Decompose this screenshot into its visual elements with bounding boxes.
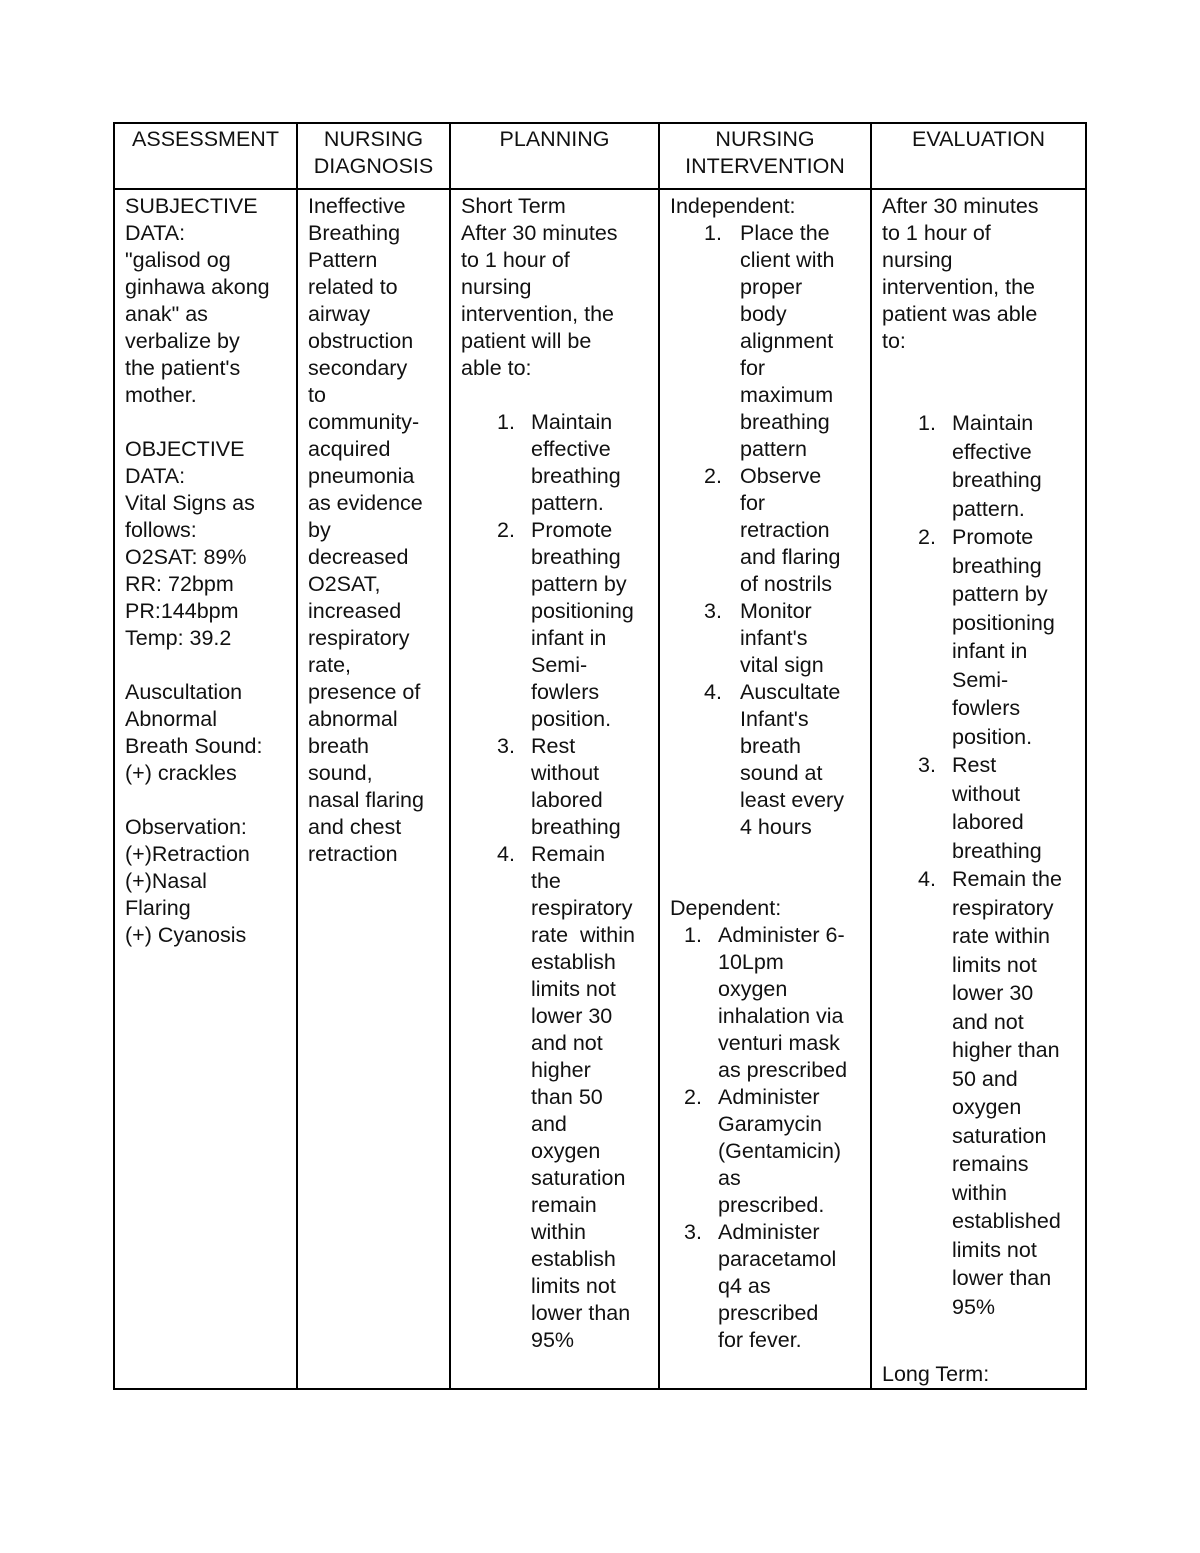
- planning-heading: Short Term: [461, 194, 566, 218]
- diagnosis-text: Ineffective Breathing Pattern related to airway obstruction secondary to community- acquired pneumonia as evidence by decreased O2SAT, increased respiratory rate, presence of abnormal breath sound, nasal flaring and chest retraction: [308, 194, 424, 866]
- list-item: 2. Promote breathing pattern by positioning infant in Semi- fowlers position.: [918, 525, 1055, 749]
- list-item: 1. Maintain effective breathing pattern.: [497, 410, 621, 515]
- subjective-label: SUBJECTIVE DATA:: [125, 194, 258, 245]
- vital-temp: Temp: 39.2: [125, 626, 232, 650]
- list-item: 3. Monitor infant's vital sign: [704, 599, 824, 677]
- subjective-text: "galisod og ginhawa akong anak" as verbalize by the patient's mother.: [125, 248, 270, 407]
- dependent-list: [670, 922, 862, 1354]
- list-item: 1. Administer 6- 10Lpm oxygen inhalation via venturi mask as prescribed: [684, 923, 848, 1082]
- evaluation-cell: [871, 189, 1086, 1389]
- vital-rr: RR: 72bpm: [125, 572, 234, 596]
- header-evaluation: EVALUATION: [871, 123, 1086, 189]
- list-item: 4. Remain the respiratory rate within limits not lower 30 and not higher than 50 and oxygen saturation remains within established limits not lower than 95%: [918, 867, 1062, 1319]
- list-item: 4. Remain the respiratory rate within establish limits not lower 30 and not higher than 50 and oxygen saturation remain within establish limits not lower than 95%: [497, 842, 635, 1352]
- independent-label: Independent:: [670, 194, 796, 218]
- vital-o2sat: O2SAT: 89%: [125, 545, 247, 569]
- nursing-care-plan-table: [113, 122, 1087, 1390]
- body-row: [114, 189, 1086, 1389]
- list-item: 1. Place the client with proper body alignment for maximum breathing pattern: [704, 221, 835, 461]
- list-item: 2. Promote breathing pattern by positioning infant in Semi- fowlers position.: [497, 518, 634, 731]
- intervention-cell: [659, 189, 871, 1389]
- planning-intro: After 30 minutes to 1 hour of nursing intervention, the patient will be able to:: [461, 221, 618, 380]
- list-item: 3. Administer paracetamol q4 as prescribed for fever.: [684, 1220, 837, 1352]
- list-item: 2. Administer Garamycin (Gentamicin) as prescribed.: [684, 1085, 842, 1217]
- auscultation-text: Auscultation Abnormal Breath Sound: (+) crackles: [125, 680, 263, 785]
- observation-text: Observation: (+)Retraction (+)Nasal Flaring (+) Cyanosis: [125, 815, 250, 947]
- independent-list: [670, 220, 862, 841]
- vital-pr: PR:144bpm: [125, 599, 239, 623]
- planning-cell: [450, 189, 659, 1389]
- assessment-cell: [114, 189, 297, 1389]
- header-planning: PLANNING: [450, 123, 659, 189]
- diagnosis-cell: [297, 189, 450, 1389]
- list-item: 2. Observe for retraction and flaring of nostrils: [704, 464, 841, 596]
- header-nursing-intervention: NURSING INTERVENTION: [659, 123, 871, 189]
- vitals-intro: Vital Signs as follows:: [125, 491, 255, 542]
- header-row: [114, 123, 1086, 189]
- list-item: 3. Rest without labored breathing: [918, 753, 1042, 863]
- dependent-label: Dependent:: [670, 896, 782, 920]
- long-term-label: Long Term:: [882, 1362, 990, 1386]
- list-item: 3. Rest without labored breathing: [497, 734, 621, 839]
- planning-goals-list: [461, 409, 650, 1354]
- header-assessment: ASSESSMENT: [114, 123, 297, 189]
- header-nursing-diagnosis: NURSING DIAGNOSIS: [297, 123, 450, 189]
- list-item: 1. Maintain effective breathing pattern.: [918, 411, 1042, 521]
- evaluation-list: [882, 409, 1077, 1321]
- evaluation-intro: After 30 minutes to 1 hour of nursing intervention, the patient was able to:: [882, 194, 1039, 353]
- list-item: 4. Auscultate Infant's breath sound at least every 4 hours: [704, 680, 844, 839]
- objective-label: OBJECTIVE DATA:: [125, 437, 245, 488]
